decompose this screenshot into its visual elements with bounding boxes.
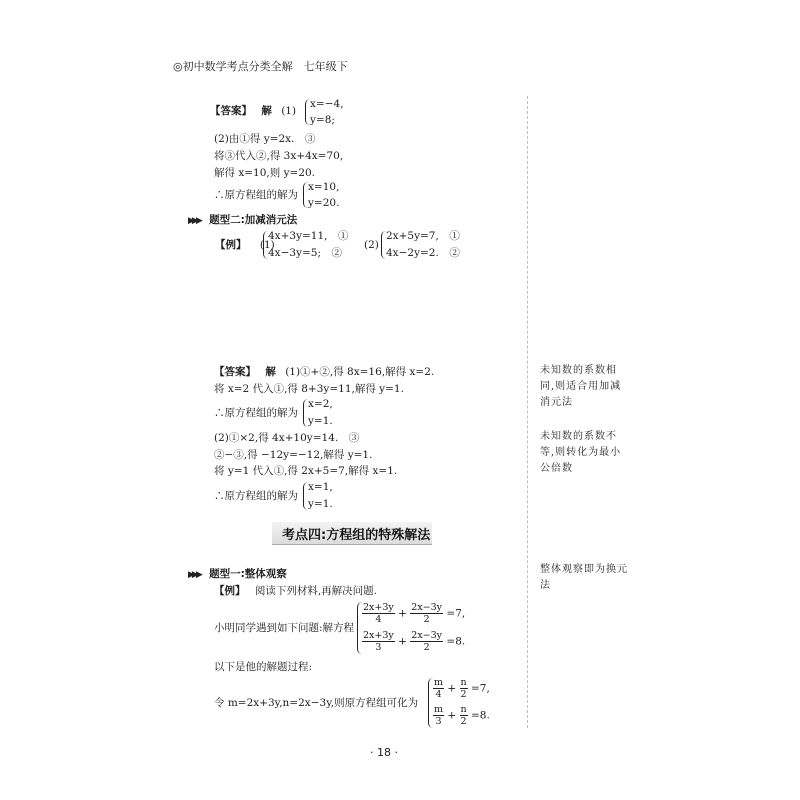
text-line: ∴原方程组的解为 bbox=[214, 189, 298, 201]
text-line: ∴原方程组的解为 bbox=[214, 407, 298, 419]
text-line: 解得 x=10,则 y=20. bbox=[214, 167, 316, 179]
arrow-icon: ▶▶▶ bbox=[188, 216, 200, 226]
solution-word: 解 bbox=[265, 366, 276, 378]
answer-label: 【答案】 bbox=[214, 366, 256, 378]
equation-line: 2x+5y=7, ① bbox=[386, 230, 460, 242]
page-header: ◎初中数学考点分类全解 七年级下 bbox=[173, 60, 348, 73]
text-line: 将 y=1 代入①,得 2x+5=7,解得 x=1. bbox=[214, 465, 398, 477]
equation-line: 4x−2y=2. ② bbox=[386, 247, 460, 259]
margin-note: 整体观察即为换元法 bbox=[540, 564, 628, 591]
text-line: (2)由①得 y=2x. ③ bbox=[214, 133, 316, 145]
text-line: ∴原方程组的解为 bbox=[214, 490, 298, 502]
answer-block-2 bbox=[214, 365, 434, 379]
fraction-equation: $\frac{m}{4}$ + $\frac{n}{2}$ =7, bbox=[434, 677, 490, 700]
part-number: (2) bbox=[364, 239, 379, 251]
equation-line: x=1, bbox=[308, 481, 333, 493]
example-label: 【例】 (1) bbox=[215, 239, 275, 251]
answer-block-1 bbox=[210, 104, 296, 118]
margin-note: 未知数的系数不等,则转化为最小公倍数 bbox=[540, 431, 622, 474]
section-title: 考点四:方程组的特殊解法 bbox=[282, 528, 431, 543]
equation-line: x=2, bbox=[308, 398, 333, 410]
text-line: 令 m=2x+3y,n=2x−3y,则原方程组可化为 bbox=[214, 697, 419, 709]
text-line: 小明同学遇到如下问题:解方程 bbox=[214, 622, 355, 634]
page-number: · 18 · bbox=[370, 746, 398, 759]
equation-line: x=−4, bbox=[310, 98, 344, 110]
text-line: (2)①×2,得 4x+10y=14. ③ bbox=[214, 432, 360, 444]
margin-note: 未知数的系数相同,则适合用加减消元法 bbox=[540, 365, 622, 408]
type-heading-1: ▶▶▶ 题型一:整体观察 bbox=[188, 568, 287, 580]
answer-label: 【答案】 bbox=[210, 105, 252, 117]
equation-line: 4x+3y=11, ① bbox=[268, 230, 349, 242]
text-line: ②−③,得 −12y=−12,解得 y=1. bbox=[214, 449, 373, 461]
text-line: (1)①+②,得 8x=16,解得 x=2. bbox=[285, 366, 435, 378]
equation-line: y=1. bbox=[308, 498, 333, 510]
fraction-equation: $\frac{2x+3y}{4}$ + $\frac{2x-3y}{2}$ =7, bbox=[363, 602, 466, 625]
text-line: 以下是他的解题过程: bbox=[214, 661, 313, 673]
text-line: 将 x=2 代入①,得 8+3y=11,解得 y=1. bbox=[214, 383, 404, 395]
fraction-equation: $\frac{m}{3}$ + $\frac{n}{2}$ =8. bbox=[434, 704, 490, 727]
solution-word: 解 bbox=[261, 105, 272, 117]
equation-line: 4x−3y=5; ② bbox=[268, 247, 343, 259]
margin-divider bbox=[527, 96, 528, 728]
equation-line: x=10, bbox=[308, 181, 340, 193]
arrow-icon: ▶▶▶ bbox=[188, 570, 200, 580]
equation-line: y=1. bbox=[308, 415, 333, 427]
type-heading-2: ▶▶▶ 题型二:加减消元法 bbox=[188, 214, 298, 226]
equation-line: y=8; bbox=[310, 114, 335, 126]
text-line: 将③代入②,得 3x+4x=70, bbox=[214, 150, 344, 162]
fraction-equation: $\frac{2x+3y}{3}$ + $\frac{2x-3y}{2}$ =8. bbox=[363, 630, 466, 653]
part-number: (1) bbox=[281, 105, 297, 117]
equation-line: y=20. bbox=[308, 197, 340, 209]
example-intro: 【例】 阅读下列材料,再解决问题. bbox=[214, 585, 378, 597]
